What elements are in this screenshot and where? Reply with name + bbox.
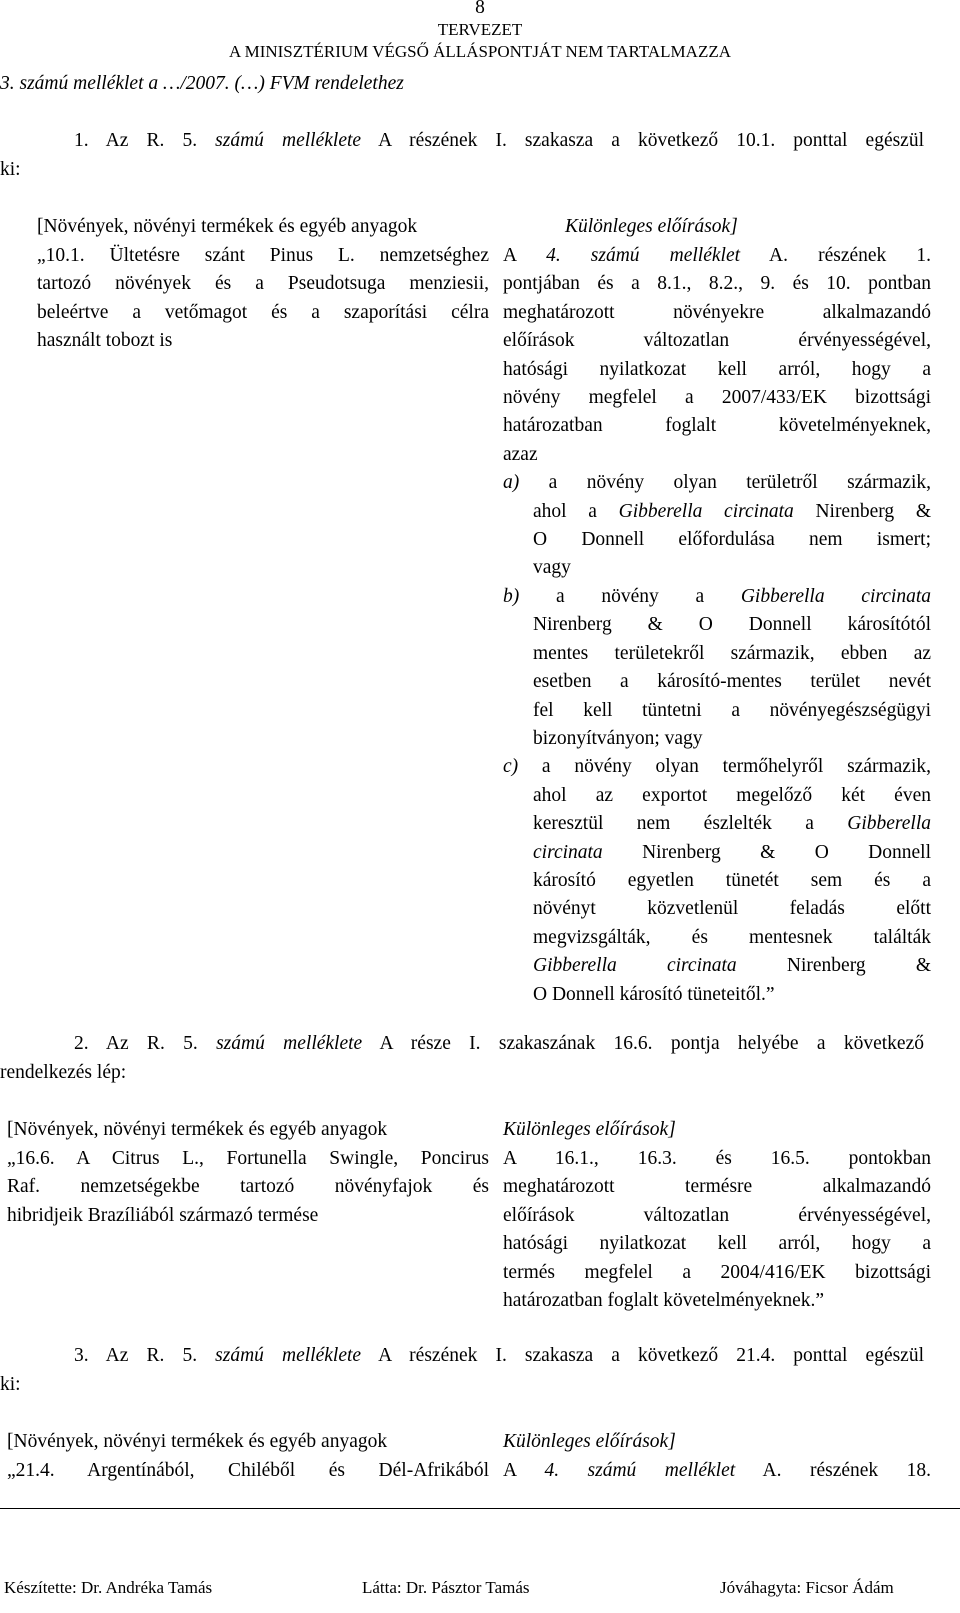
sec1-right-line: előírások változatlan érvényességével, [503,330,931,352]
sec2-right-line: hatósági nyilatkozat kell arról, hogy a [503,1233,931,1255]
sec3-left-line: „21.4. Argentínából, Chiléből és Dél-Afrikából [7,1460,489,1481]
sec2-right-line: meghatározott termésre alkalmazandó [503,1176,931,1198]
sec3-right-head: Különleges előírások] [503,1431,676,1452]
sec1-intro: 1. Az R. 5. számú melléklete A részének I. szakasza a következő 10.1. ponttal egészül [74,130,925,151]
sec2-left-line: „16.6. A Citrus L., Fortunella Swingle, Poncirus [7,1148,489,1169]
sec1-left-line: tartozó növények és a Pseudotsuga menziesii, [37,273,489,295]
item-c-line: O Donnell károsító tüneteitől.” [533,983,775,1005]
item-b-line: mentes területekről származik, ebben az [533,642,931,664]
item-c-line: Gibberella circinata Nirenberg & [533,955,931,977]
sec1-left-col [37,242,489,356]
item-c-line: c) a növény olyan termőhelyről származik, [503,756,931,778]
sec1-left-line: „10.1. Ültetésre szánt Pinus L. nemzetséghez [37,245,489,266]
sec2-right-line: határozatban foglalt követelményeknek.” [503,1290,825,1312]
sec1-left-head: [Növények, növényi termékek és egyéb anyagok [37,216,418,237]
sec3-intro-end: ki: [0,1374,21,1395]
sec1-right-head: Különleges előírások] [565,216,738,237]
sec1-right-line: növény megfelel a 2007/433/EK bizottsági [503,387,931,409]
sec1-left-line: használt tobozt is [37,330,173,352]
item-a-line: a) a növény olyan területről származik, [503,472,931,494]
sec1-right-line-1: A 4. számú melléklet A. részének 1. [503,245,931,266]
sec3-left-head: [Növények, növényi termékek és egyéb anyagok [7,1431,388,1452]
item-c-line: circinata Nirenberg & O Donnell [533,841,931,863]
sec1-left-line: beleértve a vetőmagot és a szaporítási célra [37,301,489,323]
item-c-line: ahol az exportot megelőző két éven [533,784,931,806]
sec2-left-head: [Növények, növényi termékek és egyéb anyagok [7,1119,388,1140]
item-b-line: fel kell tüntetni a növényegészségügyi [533,699,931,721]
item-b-line: bizonyítványon; vagy [533,727,703,749]
item-c-body [503,782,931,1009]
sec2-left-line: Raf. nemzetségekbe tartozó növényfajok és [7,1176,489,1198]
item-c-line: megvizsgálták, és mentesnek találták [533,926,931,948]
item-a-line: O Donnell előfordulása nem ismert; [533,529,931,551]
sec1-right-line: pontjában és a 8.1., 8.2., 9. és 10. pontban [503,273,931,295]
footer-seen: Látta: Dr. Pásztor Tamás [362,1578,530,1597]
item-c-line: károsító egyetlen tünetét sem és a [533,869,931,891]
sec1-right-line: hatósági nyilatkozat kell arról, hogy a [503,358,931,380]
item-b-line: esetben a károsító-mentes terület nevét [533,671,931,693]
sec2-right-line: A 16.1., 16.3. és 16.5. pontokban [503,1148,931,1169]
footer-approved: Jóváhagyta: Ficsor Ádám [720,1578,894,1597]
item-c-line: keresztül nem észlelték a Gibberella [533,813,931,835]
sec2-right-head: Különleges előírások] [503,1119,676,1140]
sec3-right-line: A 4. számú melléklet A. részének 18. [503,1460,931,1481]
item-b-line: b) a növény a Gibberella circinata [503,585,931,607]
footer-rule [0,1508,960,1509]
item-a-line: ahol a Gibberella circinata Nirenberg & [533,500,931,522]
annex-title: 3. számú melléklet a …/2007. (…) FVM rendelethez [0,73,404,94]
page-number: 8 [475,0,485,18]
sec1-right-line: határozatban foglalt követelményeknek, [503,415,931,437]
sec2-intro-end: rendelkezés lép: [0,1062,127,1083]
sec2-right-line: előírások változatlan érvényességével, [503,1204,931,1226]
sec1-intro-end: ki: [0,159,21,180]
sec1-right-line: azaz [503,443,538,465]
item-c-line: növényt közvetlenül feladás előtt [533,898,931,920]
draft-label: TERVEZET [437,20,523,39]
sec2-right-line: termés megfelel a 2004/416/EK bizottsági [503,1261,931,1283]
sec2-right-col [503,1145,931,1315]
sec1-right-col [503,242,931,1009]
sec2-left-line: hibridjeik Brazíliából származó termése [7,1204,319,1226]
sec1-right-line: meghatározott növényekre alkalmazandó [503,301,931,323]
sec2-left-col [7,1145,489,1230]
item-b-line: Nirenberg & O Donnell károsítótól [533,614,931,636]
item-a-body [503,498,931,583]
sec3-intro: 3. Az R. 5. számú melléklete A részének I. szakasza a következő 21.4. ponttal egészül [74,1345,925,1366]
item-a-line: vagy [533,557,571,579]
footer-prepared: Készítette: Dr. Andréka Tamás [4,1578,213,1597]
disclaimer: A MINISZTÉRIUM VÉGSŐ ÁLLÁSPONTJÁT NEM TARTALMAZZA [228,42,731,61]
sec2-intro: 2. Az R. 5. számú melléklete A része I. szakaszának 16.6. pontja helyébe a következő [74,1033,924,1054]
item-b-body [503,611,931,753]
